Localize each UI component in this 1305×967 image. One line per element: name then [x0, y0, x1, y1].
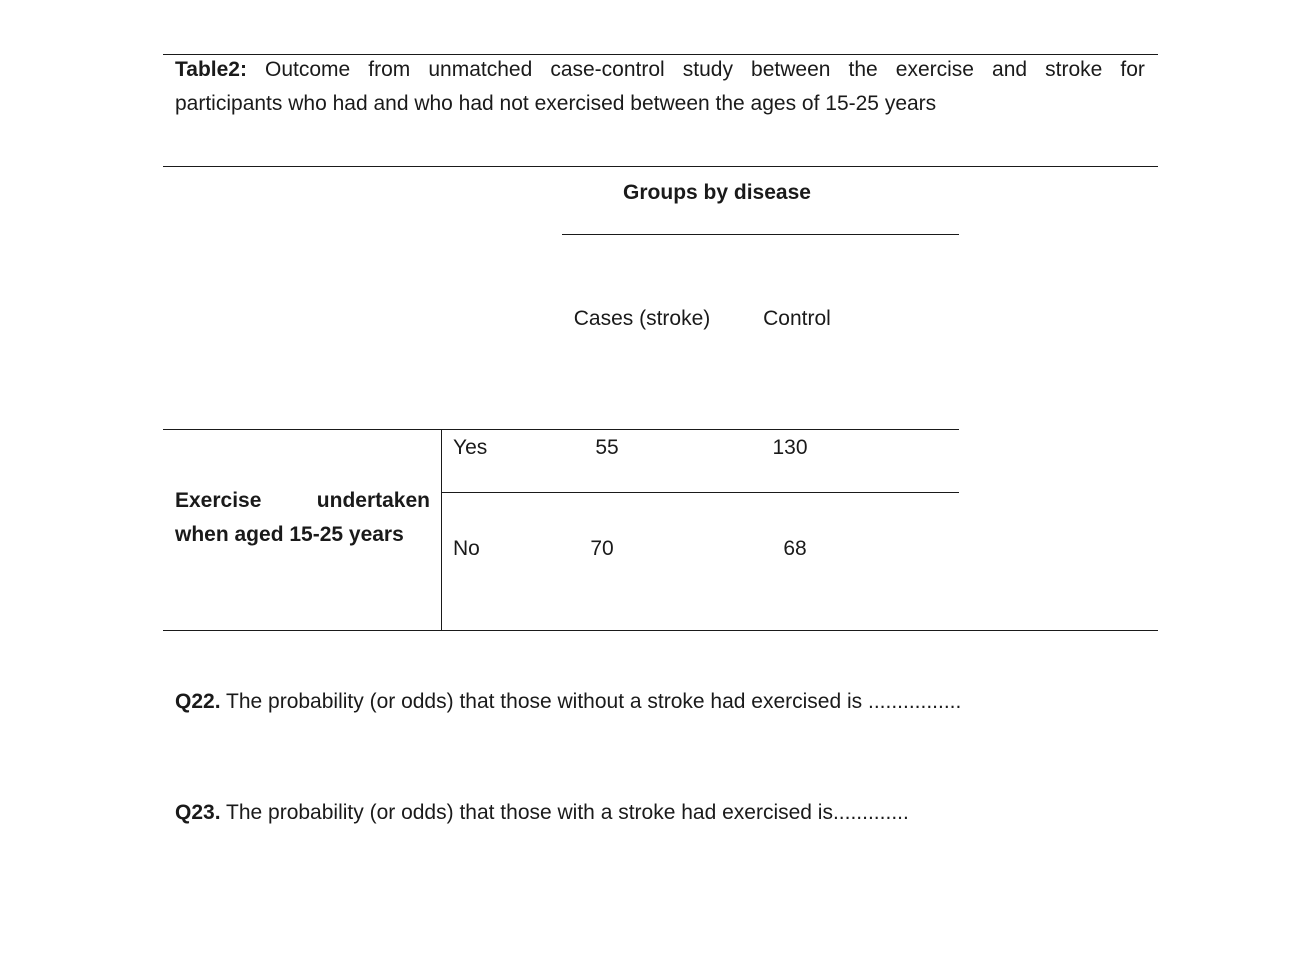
- row-separator-rule: [441, 492, 959, 493]
- caption-word: for: [1120, 58, 1145, 81]
- caption-word: from: [368, 58, 411, 81]
- question-number: Q23.: [175, 801, 221, 824]
- row-label-line-2: when aged 15-25 years: [175, 523, 404, 546]
- group-header-underline: [562, 234, 959, 235]
- table-bottom-rule: [163, 630, 1158, 631]
- row-label-word: undertaken: [316, 489, 430, 512]
- row-no-cases: 70: [590, 537, 614, 560]
- row-yes-label: Yes: [453, 436, 488, 459]
- caption-label: Table2:: [175, 58, 247, 81]
- caption-word: stroke: [1045, 58, 1103, 81]
- question-number: Q22.: [175, 690, 221, 713]
- caption-line-1: [175, 53, 1145, 87]
- caption-line-2: participants who had and who had not exercised between the ages of 15-25 years: [175, 92, 937, 115]
- group-header: Groups by disease: [623, 181, 811, 204]
- caption-word: Outcome: [265, 58, 351, 81]
- row-label-divider: [441, 429, 442, 631]
- row-no-control: 68: [783, 537, 807, 560]
- row-no-label: No: [453, 537, 480, 560]
- col-header-control: Control: [763, 307, 831, 330]
- row-group-label: [175, 484, 430, 552]
- caption-word: unmatched: [428, 58, 533, 81]
- col-header-cases: Cases (stroke): [573, 307, 711, 330]
- header-bottom-rule: [163, 429, 959, 430]
- question-text: The probability (or odds) that those with a stroke had exercised is.............: [226, 801, 909, 824]
- row-label-word: Exercise: [175, 489, 262, 512]
- caption-word: the: [848, 58, 878, 81]
- caption-word: between: [751, 58, 831, 81]
- caption-word: and: [992, 58, 1028, 81]
- question-q23: [175, 796, 909, 830]
- row-yes-control: 130: [772, 436, 808, 459]
- caption-word: exercise: [895, 58, 974, 81]
- question-q22: [175, 685, 961, 719]
- table-top-rule: [163, 166, 1158, 167]
- row-yes-cases: 55: [595, 436, 619, 459]
- caption-word: study: [682, 58, 733, 81]
- table-caption: [175, 53, 1145, 121]
- caption-word: case-control: [550, 58, 665, 81]
- row-label-line-1: [175, 484, 430, 518]
- question-text: The probability (or odds) that those without a stroke had exercised is ................: [226, 690, 962, 713]
